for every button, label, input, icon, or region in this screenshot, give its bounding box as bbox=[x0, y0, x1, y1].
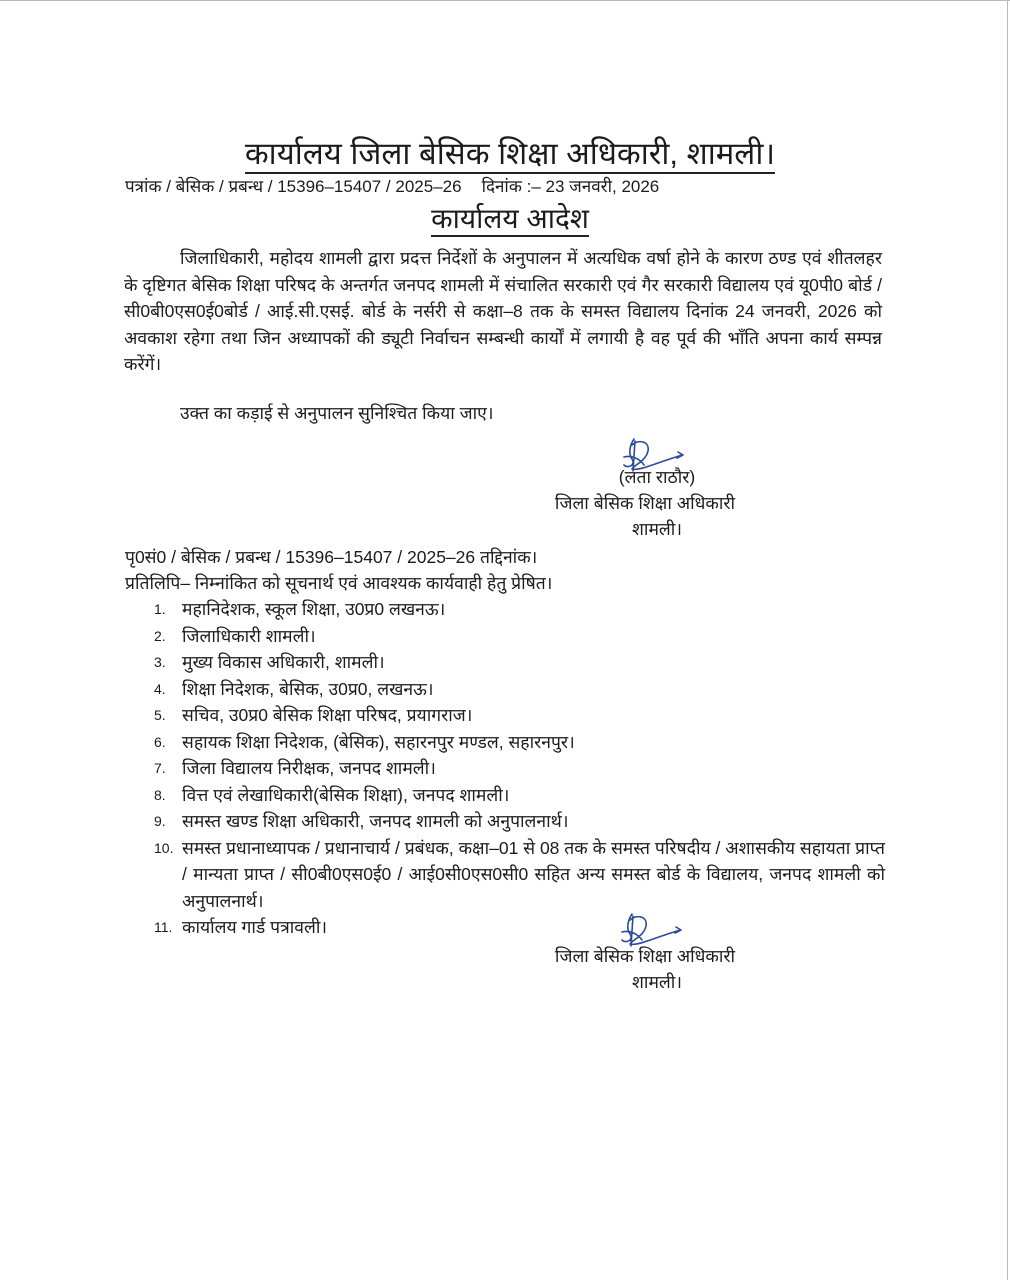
reference-line bbox=[125, 176, 659, 198]
recipient-item bbox=[150, 649, 885, 676]
office-title bbox=[120, 134, 900, 174]
office-title-text: कार्यालय जिला बेसिक शिक्षा अधिकारी, शामली। bbox=[245, 136, 775, 174]
recipient-item bbox=[150, 782, 885, 809]
recipient-item bbox=[150, 623, 885, 650]
recipient-number: 6. bbox=[154, 733, 166, 750]
compliance-line: उक्त का कड़ाई से अनुपालन सुनिश्चित किया जाए। bbox=[180, 403, 494, 423]
recipient-number: 4. bbox=[154, 680, 166, 697]
recipient-item bbox=[150, 755, 885, 782]
recipient-text: जिला विद्यालय निरीक्षक, जनपद शामली। bbox=[182, 758, 436, 778]
recipient-number: 11. bbox=[154, 919, 173, 935]
recipient-item bbox=[150, 729, 885, 756]
reference-number: पत्रांक / बेसिक / प्रबन्ध / 15396–15407 / 2025–26 bbox=[125, 177, 462, 196]
signatory-place: शामली। bbox=[632, 519, 682, 539]
recipient-item bbox=[150, 702, 885, 729]
recipient-item bbox=[150, 596, 885, 623]
copy-to-line: प्रतिलिपि– निम्नांकित को सूचनार्थ एवं आवश्यक कार्यवाही हेतु प्रेषित। bbox=[125, 573, 553, 593]
recipient-number: 8. bbox=[154, 786, 166, 803]
signature-block-1 bbox=[500, 464, 790, 542]
signatory-designation: जिला बेसिक शिक्षा अधिकारी bbox=[554, 946, 736, 966]
recipient-text: समस्त खण्ड शिक्षा अधिकारी, जनपद शामली को अनुपालनार्थ। bbox=[182, 811, 569, 831]
recipient-text: कार्यालय गार्ड पत्रावली। bbox=[182, 917, 328, 937]
recipient-number: 9. bbox=[154, 813, 166, 829]
recipient-text: महानिदेशक, स्कूल शिक्षा, उ0प्र0 लखनऊ। bbox=[182, 599, 446, 619]
recipient-item bbox=[150, 914, 885, 941]
recipient-text: वित्त एवं लेखाधिकारी(बेसिक शिक्षा), जनपद शामली। bbox=[182, 784, 510, 805]
recipient-text: सहायक शिक्षा निदेशक, (बेसिक), सहारनपुर मण्डल, सहारनपुर। bbox=[182, 731, 575, 752]
recipient-item bbox=[150, 835, 885, 915]
signatory-place: शामली। bbox=[632, 972, 682, 992]
endorsement-reference: पृ0सं0 / बेसिक / प्रबन्ध / 15396–15407 / 2025–26 तद्दिनांक। bbox=[125, 547, 538, 567]
recipient-text: जिलाधिकारी शामली। bbox=[182, 625, 316, 646]
recipient-text: सचिव, उ0प्र0 बेसिक शिक्षा परिषद, प्रयागराज। bbox=[182, 705, 473, 725]
recipient-text: समस्त प्रधानाध्यापक / प्रधानाचार्य / प्रबंधक, कक्षा–01 से 08 तक के समस्त परिषदीय / अशासकीय सहायता प्राप्त / मान्यता प्राप्त / सी0बी0एस0ई0 / आई0सी0एस0सी0 सहित अन्य समस्त बोर्ड के विद्यालय, जनपद शामली को अनुपालनार्थ। bbox=[182, 837, 885, 911]
recipient-number: 1. bbox=[154, 601, 166, 617]
recipient-list bbox=[150, 596, 885, 941]
recipient-number: 10. bbox=[154, 839, 174, 856]
recipient-item bbox=[150, 808, 885, 835]
signature-block-2 bbox=[500, 943, 790, 995]
order-date: दिनांक :– 23 जनवरी, 2026 bbox=[481, 177, 660, 196]
recipient-number: 5. bbox=[154, 707, 166, 723]
recipient-number: 2. bbox=[154, 627, 166, 644]
recipient-number: 3. bbox=[154, 654, 166, 670]
signatory-name: (लता राठौर) bbox=[618, 467, 696, 487]
order-title-text: कार्यालय आदेश bbox=[431, 203, 589, 237]
recipient-text: शिक्षा निदेशक, बेसिक, उ0प्र0, लखनऊ। bbox=[182, 678, 434, 699]
order-body-paragraph: जिलाधिकारी, महोदय शामली द्वारा प्रदत्त निर्देशों के अनुपालन में अत्यधिक वर्षा होने के कारण ठण्ड एवं शीतलहर के दृष्टिगत बेसिक शिक्षा परिषद के अन्तर्गत जनपद शामली में संचालित सरकारी एवं गैर सरकारी विद्यालय एवं यू0पी0 बोर्ड / सी0बी0एस0ई0बोर्ड / आई.सी.एसई. बोर्ड के नर्सरी से कक्षा–8 तक के समस्त विद्यालय दिनांक 24 जनवरी, 2026 को अवकाश रहेगा तथा जिन अध्यापकों की ड्यूटी निर्वाचन सम्बन्धी कार्यों में लगायी है वह पूर्व की भाँति अपना कार्य सम्पन्न करेंगें। bbox=[124, 248, 882, 374]
signatory-designation: जिला बेसिक शिक्षा अधिकारी bbox=[554, 493, 736, 513]
recipient-text: मुख्य विकास अधिकारी, शामली। bbox=[182, 652, 385, 672]
recipient-number: 7. bbox=[154, 760, 166, 776]
recipient-item bbox=[150, 676, 885, 703]
order-title bbox=[120, 200, 900, 238]
